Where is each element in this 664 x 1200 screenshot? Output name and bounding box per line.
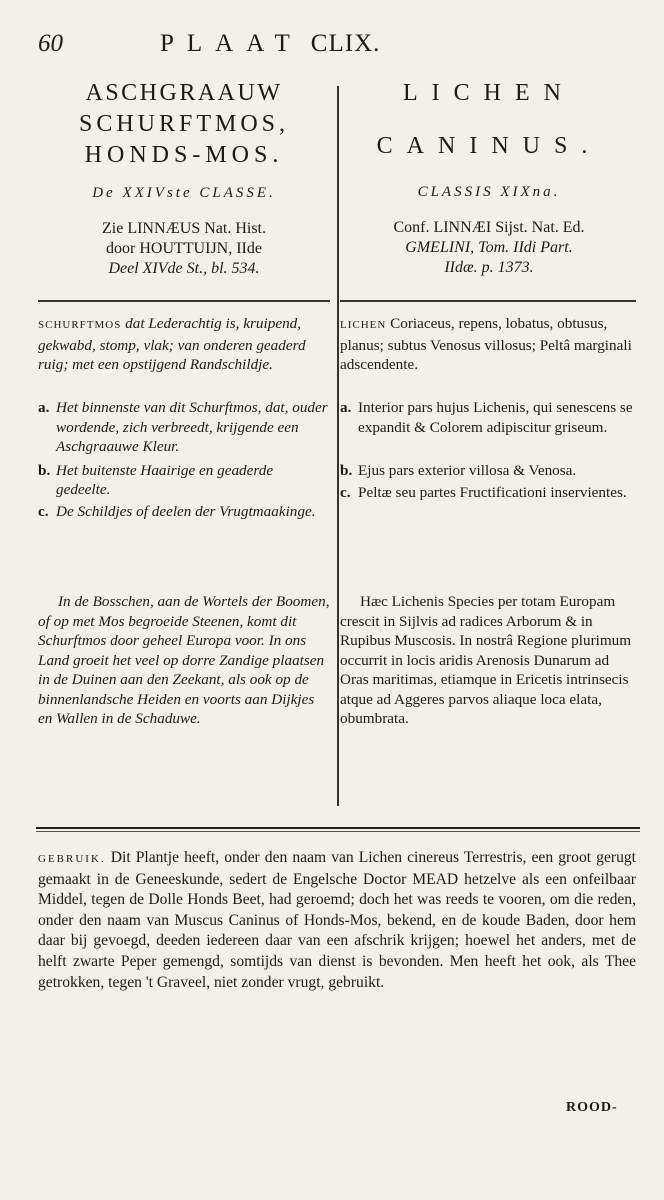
latin-desc-text: Coriaceus, repens, lobatus, obtusus, planus; subtus Venosus villosus; Peltâ marginali adscendente. xyxy=(340,315,632,373)
section-rule xyxy=(36,827,640,829)
dutch-column-header xyxy=(38,78,330,279)
latin-items xyxy=(340,398,636,502)
dutch-items xyxy=(38,398,330,521)
usage-text: Dit Plantje heeft, onder den naam van Lichen cinereus Terrestris, een groot gerugt gemaakt in de Geneeskunde, sedert de Engelsche Doctor MEAD hetzelve als een onfeilbaar Middel, tegen de Dolle Honds Beet, had geroemd; doch het was reeds te vooren, om die reden, onder den naam van Muscus Caninus of Honds-Mos, bekend, en de koude Baden, door hem daar bij gevoegd, deeden iedereen daar van een afschrik krijgen; hoewel het anders, met de helft zwarte Peper gemengd, somtijds van dienst is bevonden. Men heeft het ook, als Thee getrokken, tegen 't Graveel, niet zonder vrugt, gebruikt. xyxy=(38,849,637,991)
item-mark: c. xyxy=(38,502,49,520)
dutch-title-line-3: HONDS-MOS. xyxy=(84,142,284,168)
item-mark: a. xyxy=(38,399,50,416)
dutch-item xyxy=(38,502,330,522)
dutch-title-line-1: ASCHGRAAUW xyxy=(85,80,283,106)
item-mark: a. xyxy=(340,399,352,416)
plate-number: CLIX. xyxy=(310,30,381,57)
item-mark: c. xyxy=(340,483,351,501)
latin-item xyxy=(340,483,636,503)
item-mark: b. xyxy=(340,462,353,479)
latin-ref-line: IIdæ. p. 1373. xyxy=(444,259,534,276)
dutch-desc-text: dat Lederachtig is, kruipend, gekwabd, stomp, vlak; van onderen geaderd ruig; met een opstijgend Randschildje. xyxy=(38,315,306,373)
dutch-ref-line: Deel XIVde St., bl. 534. xyxy=(108,260,260,277)
page-number: 60 xyxy=(38,30,63,57)
latin-habitat-text: Hæc Lichenis Species per totam Europam crescit in Sijlvis ad radices Arborum & in Rupibus Muscosis. In nostrâ Regione plurimum occurrit in locis aridis Arenosis Dunarum ad Oras maritimas, etiamque in Ericetis intrinsecis atque ad Aggeres parvos aliaque loca elata, obumbrata. xyxy=(340,593,632,727)
plate-title: PLAAT xyxy=(160,30,303,57)
latin-item xyxy=(340,461,636,481)
dutch-desc-lead: SCHURFTMOS xyxy=(38,319,122,331)
dutch-reference xyxy=(38,219,330,279)
plate-heading xyxy=(160,30,380,58)
dutch-classe: De XXIVste CLASSE. xyxy=(92,185,276,201)
usage-section xyxy=(38,848,636,993)
item-text: Het binnenste van dit Schurftmos, dat, ouder wordende, zich verbreedt, krijgende een Aschgraauwe Kleur. xyxy=(56,399,328,455)
section-rule-thin xyxy=(36,831,640,832)
column-divider xyxy=(337,86,339,806)
dutch-ref-line: door HOUTTUIJN, IIde xyxy=(106,240,262,257)
latin-habitat xyxy=(340,592,636,729)
latin-classis: CLASSIS XIXna. xyxy=(417,184,561,200)
item-text: Ejus pars exterior villosa & Venosa. xyxy=(358,462,577,479)
left-header-rule xyxy=(38,300,330,302)
latin-item xyxy=(340,398,636,437)
right-header-rule xyxy=(340,300,636,302)
latin-reference xyxy=(340,218,638,278)
latin-column-header xyxy=(340,78,638,278)
dutch-item xyxy=(38,461,330,500)
item-text: Interior pars hujus Lichenis, qui senescens se expandit & Colorem adipiscitur griseum. xyxy=(358,399,633,436)
latin-title-line-2: CANINUS. xyxy=(376,133,602,159)
latin-title-line-1: LICHEN xyxy=(403,80,575,106)
catchword: ROOD- xyxy=(566,1100,618,1115)
latin-ref-line: GMELINI, Tom. IIdi Part. xyxy=(405,239,573,256)
dutch-habitat-text: In de Bosschen, aan de Wortels der Boomen, of op met Mos begroeide Steenen, komt dit Schurftmos door geheel Europa voor. In ons Land groeit het veel op dorre Zandige plaatsen in de Duinen aan den Zeekant, als ook op de binnenlandsche Heiden en voorts aan Dijkjes en Wallen in de Schaduwe. xyxy=(38,593,330,727)
dutch-item xyxy=(38,398,330,457)
dutch-ref-line: Zie LINNÆUS Nat. Hist. xyxy=(102,220,266,237)
item-text: De Schildjes of deelen der Vrugtmaakinge. xyxy=(56,502,316,520)
dutch-title-line-2: SCHURFTMOS, xyxy=(78,111,290,137)
latin-description xyxy=(340,314,636,375)
item-text: Het buitenste Haairige en geaderde gedeelte. xyxy=(56,461,274,498)
latin-desc-lead: LICHEN xyxy=(340,319,387,331)
usage-lead: GEBRUIK. xyxy=(38,853,106,865)
item-text: Peltæ seu partes Fructificationi inservientes. xyxy=(358,483,627,501)
latin-ref-line: Conf. LINNÆI Sijst. Nat. Ed. xyxy=(393,219,585,236)
dutch-habitat xyxy=(38,592,330,729)
item-mark: b. xyxy=(38,461,51,479)
dutch-description xyxy=(38,314,330,375)
